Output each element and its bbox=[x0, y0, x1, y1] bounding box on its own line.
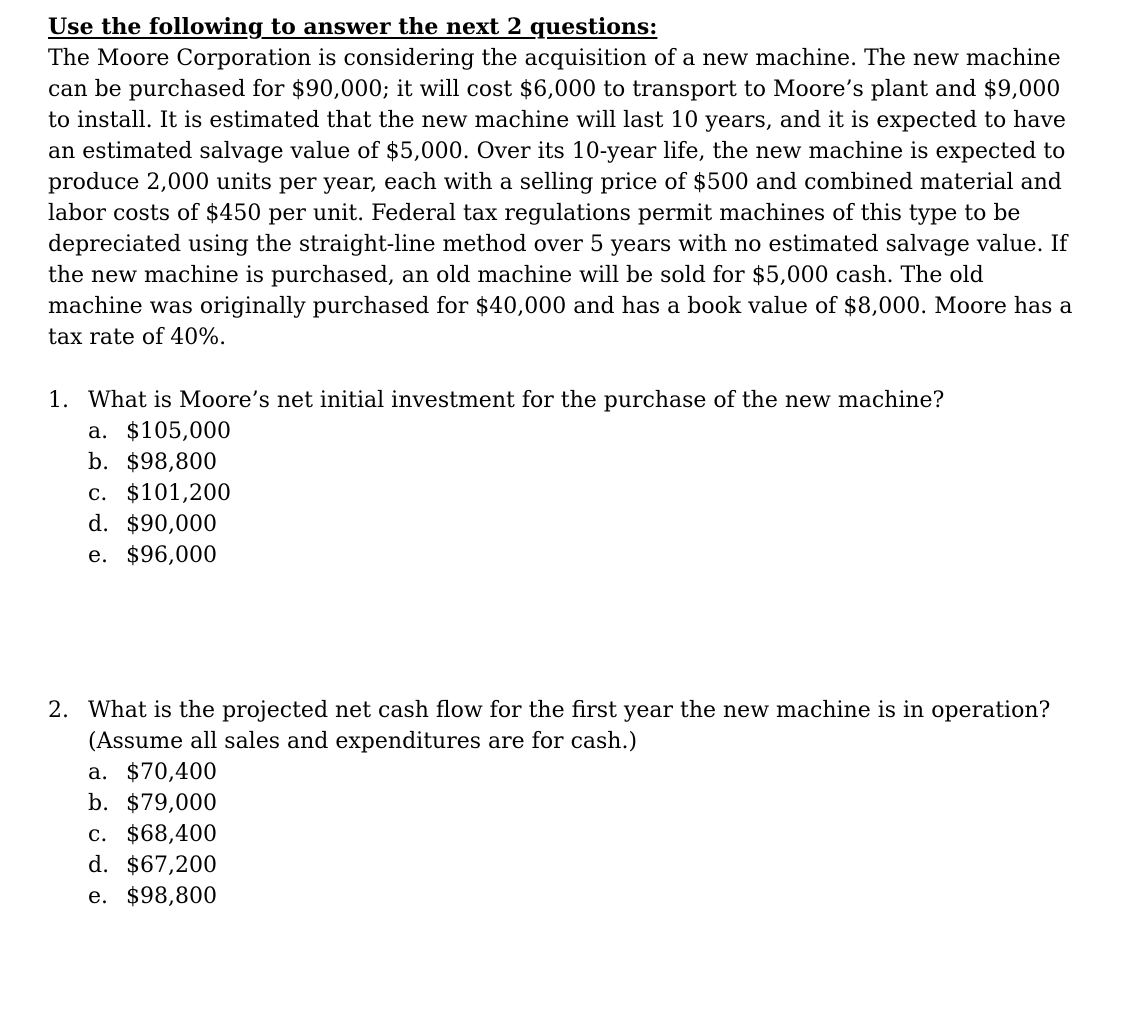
option-letter: b. bbox=[88, 791, 110, 816]
scenario-line: to install. It is estimated that the new machine will last 10 years, and it is expected to have bbox=[48, 108, 1066, 133]
option-text: $98,800 bbox=[126, 884, 217, 909]
scenario-line: produce 2,000 units per year, each with a selling price of $500 and combined material and bbox=[48, 170, 1062, 195]
option-text: $70,400 bbox=[126, 760, 217, 785]
option-letter: d. bbox=[88, 512, 110, 537]
answer-option bbox=[88, 881, 1128, 912]
answer-option bbox=[88, 509, 1128, 540]
question-text: What is Moore’s net initial investment for the purchase of the new machine? bbox=[88, 388, 945, 413]
question-1 bbox=[48, 385, 1128, 571]
answer-option bbox=[88, 478, 1128, 509]
answer-option bbox=[88, 819, 1128, 850]
answer-option bbox=[88, 540, 1128, 571]
option-letter: a. bbox=[88, 419, 109, 444]
question-stem bbox=[48, 385, 1128, 416]
option-letter: d. bbox=[88, 853, 110, 878]
scenario-line: an estimated salvage value of $5,000. Over its 10-year life, the new machine is expected to bbox=[48, 139, 1066, 164]
document-page bbox=[48, 12, 1128, 353]
option-text: $90,000 bbox=[126, 512, 217, 537]
question-number: 2. bbox=[48, 698, 69, 723]
option-letter: e. bbox=[88, 543, 109, 568]
option-text: $68,400 bbox=[126, 822, 217, 847]
scenario-line: can be purchased for $90,000; it will cost $6,000 to transport to Moore’s plant and $9,000 bbox=[48, 77, 1061, 102]
answer-option bbox=[88, 788, 1128, 819]
scenario-line: the new machine is purchased, an old machine will be sold for $5,000 cash. The old bbox=[48, 263, 984, 288]
answer-option bbox=[88, 416, 1128, 447]
option-text: $105,000 bbox=[126, 419, 231, 444]
scenario-line: tax rate of 40%. bbox=[48, 325, 227, 350]
option-letter: a. bbox=[88, 760, 109, 785]
option-text: $79,000 bbox=[126, 791, 217, 816]
option-letter: e. bbox=[88, 884, 109, 909]
scenario-line: labor costs of $450 per unit. Federal tax regulations permit machines of this type to be bbox=[48, 201, 1021, 226]
option-text: $98,800 bbox=[126, 450, 217, 475]
answer-option bbox=[88, 757, 1128, 788]
option-text: $67,200 bbox=[126, 853, 217, 878]
option-text: $101,200 bbox=[126, 481, 231, 506]
option-letter: b. bbox=[88, 450, 110, 475]
answer-option bbox=[88, 447, 1128, 478]
question-text: (Assume all sales and expenditures are for cash.) bbox=[88, 729, 638, 754]
question-2 bbox=[48, 695, 1128, 912]
scenario-paragraph bbox=[48, 43, 1128, 353]
answer-option bbox=[88, 850, 1128, 881]
option-letter: c. bbox=[88, 822, 108, 847]
instructions-heading: Use the following to answer the next 2 questions: bbox=[48, 14, 658, 40]
question-text: What is the projected net cash flow for the first year the new machine is in operation? bbox=[88, 698, 1051, 723]
option-letter: c. bbox=[88, 481, 108, 506]
question-stem bbox=[48, 695, 1128, 757]
option-text: $96,000 bbox=[126, 543, 217, 568]
scenario-line: depreciated using the straight-line method over 5 years with no estimated salvage value. If bbox=[48, 232, 1068, 257]
answer-options bbox=[48, 416, 1128, 571]
answer-options bbox=[48, 757, 1128, 912]
scenario-line: machine was originally purchased for $40,000 and has a book value of $8,000. Moore has a bbox=[48, 294, 1073, 319]
question-number: 1. bbox=[48, 388, 69, 413]
scenario-line: The Moore Corporation is considering the acquisition of a new machine. The new machine bbox=[48, 46, 1061, 71]
